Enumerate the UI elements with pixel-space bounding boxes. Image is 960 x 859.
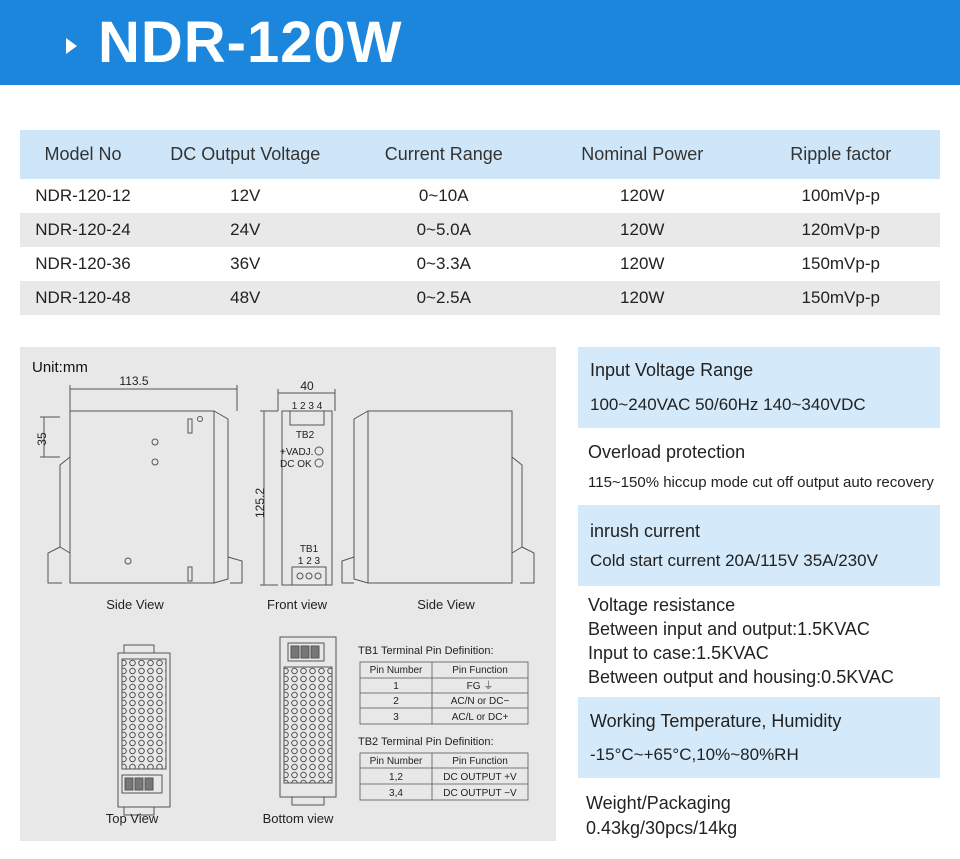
bottom-view-label: Bottom view	[262, 811, 334, 826]
side-view-1-label: Side View	[106, 597, 164, 612]
inrush-block	[578, 505, 940, 586]
tb1-definition-title: TB1 Terminal Pin Definition:	[358, 645, 494, 657]
tb1-pin: 2	[393, 696, 399, 707]
tb2-header-pin-function: Pin Function	[452, 756, 508, 767]
weight-value: 0.43kg/30pcs/14kg	[586, 818, 738, 838]
header-nominal-power: Nominal Power	[543, 130, 742, 179]
input-voltage-label: Input Voltage Range	[590, 360, 754, 380]
input-voltage-value: 100~240VAC 50/60Hz 140~340VDC	[590, 395, 866, 414]
weight-label: Weight/Packaging	[586, 793, 731, 813]
table-header-row	[20, 130, 940, 179]
cell-model: NDR-120-48	[20, 281, 146, 315]
temperature-block	[578, 697, 940, 778]
tb1-pin: 3	[393, 712, 399, 723]
table-row	[20, 213, 940, 247]
temperature-value: -15°C~+65°C,10%~80%RH	[590, 745, 799, 764]
cell-current: 0~2.5A	[345, 281, 544, 315]
side-view-1-drawing	[40, 385, 242, 583]
mechanical-drawing-panel	[20, 347, 556, 841]
top-view-label: Top View	[105, 811, 159, 826]
title-banner	[0, 0, 960, 85]
header-dc-output-voltage: DC Output Voltage	[146, 130, 345, 179]
voltage-resistance-line: Input to case:1.5KVAC	[588, 643, 769, 663]
table-row	[20, 179, 940, 213]
input-voltage-block	[578, 347, 940, 428]
cell-ripple: 150mVp-p	[742, 281, 941, 315]
top-view-drawing	[118, 645, 170, 815]
cell-model: NDR-120-24	[20, 213, 146, 247]
page-title: NDR-120W	[98, 10, 403, 75]
overload-block	[578, 432, 940, 498]
cell-power: 120W	[543, 213, 742, 247]
cell-model: NDR-120-36	[35, 254, 131, 273]
vadj-label: +VADJ.	[280, 447, 314, 458]
dim-height: 125.2	[253, 487, 267, 519]
voltage-resistance-line: Between output and housing:0.5KVAC	[588, 667, 894, 687]
tb1-function: FG ⏚	[466, 681, 494, 692]
dim-35: 35	[35, 432, 49, 446]
cell-power: 120W	[543, 281, 742, 315]
cell-current: 0~5.0A	[345, 213, 544, 247]
cell-ripple: 100mVp-p	[801, 186, 880, 205]
side-view-2-label: Side View	[417, 597, 475, 612]
dim-front-width: 40	[300, 379, 314, 393]
table-row	[20, 247, 940, 281]
voltage-resistance-line: Between input and output:1.5KVAC	[588, 619, 870, 639]
cell-voltage: 48V	[146, 281, 345, 315]
header-model-no: Model No	[20, 130, 146, 179]
weight-block	[576, 790, 938, 850]
cell-model: NDR-120-12	[35, 186, 131, 205]
tb2-pin: 1,2	[389, 772, 403, 783]
play-arrow-icon	[66, 38, 77, 54]
cell-power: 120W	[620, 254, 665, 273]
tb1-function: AC/L or DC+	[451, 712, 509, 723]
bottom-view-drawing	[280, 637, 336, 805]
overload-value: 115~150% hiccup mode cut off output auto recovery	[588, 474, 934, 491]
tb1-pins-label: 1 2 3	[297, 556, 321, 567]
tb1-label: TB1	[299, 544, 319, 555]
temperature-label: Working Temperature, Humidity	[590, 711, 842, 731]
inrush-label: inrush current	[590, 521, 701, 541]
tb2-function: DC OUTPUT −V	[443, 788, 517, 799]
tb2-pins-label: 1 2 3 4	[291, 401, 323, 412]
voltage-resistance-block	[578, 592, 940, 692]
tb1-pin: 1	[393, 681, 399, 692]
side-view-2-drawing	[342, 411, 534, 583]
voltage-resistance-label: Voltage resistance	[588, 595, 736, 615]
dcok-label: DC OK	[280, 459, 312, 470]
header-current-range: Current Range	[345, 130, 544, 179]
cell-current: 0~10A	[418, 186, 469, 205]
tb2-definition-title: TB2 Terminal Pin Definition:	[358, 736, 494, 748]
front-view-label: Front view	[267, 597, 327, 612]
tb2-header-pin-number: Pin Number	[369, 756, 423, 767]
tb1-header-pin-number: Pin Number	[369, 665, 423, 676]
model-spec-table	[20, 130, 940, 315]
cell-current: 0~3.3A	[416, 254, 471, 273]
cell-ripple: 150mVp-p	[801, 254, 880, 273]
tb1-function: AC/N or DC−	[450, 696, 510, 707]
cell-voltage: 24V	[146, 213, 345, 247]
cell-ripple: 120mVp-p	[742, 213, 941, 247]
overload-label: Overload protection	[588, 442, 746, 462]
cell-voltage: 12V	[230, 186, 261, 205]
header-ripple-factor: Ripple factor	[742, 130, 941, 179]
cell-power: 120W	[620, 186, 665, 205]
tb2-pin: 3,4	[389, 788, 403, 799]
tb2-function: DC OUTPUT +V	[443, 772, 517, 783]
table-row	[20, 281, 940, 315]
dim-side-width: 113.5	[119, 374, 149, 388]
inrush-value: Cold start current 20A/115V 35A/230V	[590, 551, 878, 570]
cell-voltage: 36V	[230, 254, 261, 273]
tb2-label: TB2	[295, 430, 315, 441]
tb1-header-pin-function: Pin Function	[452, 665, 508, 676]
mechanical-drawing	[20, 347, 556, 841]
unit-label: Unit:mm	[32, 359, 88, 376]
